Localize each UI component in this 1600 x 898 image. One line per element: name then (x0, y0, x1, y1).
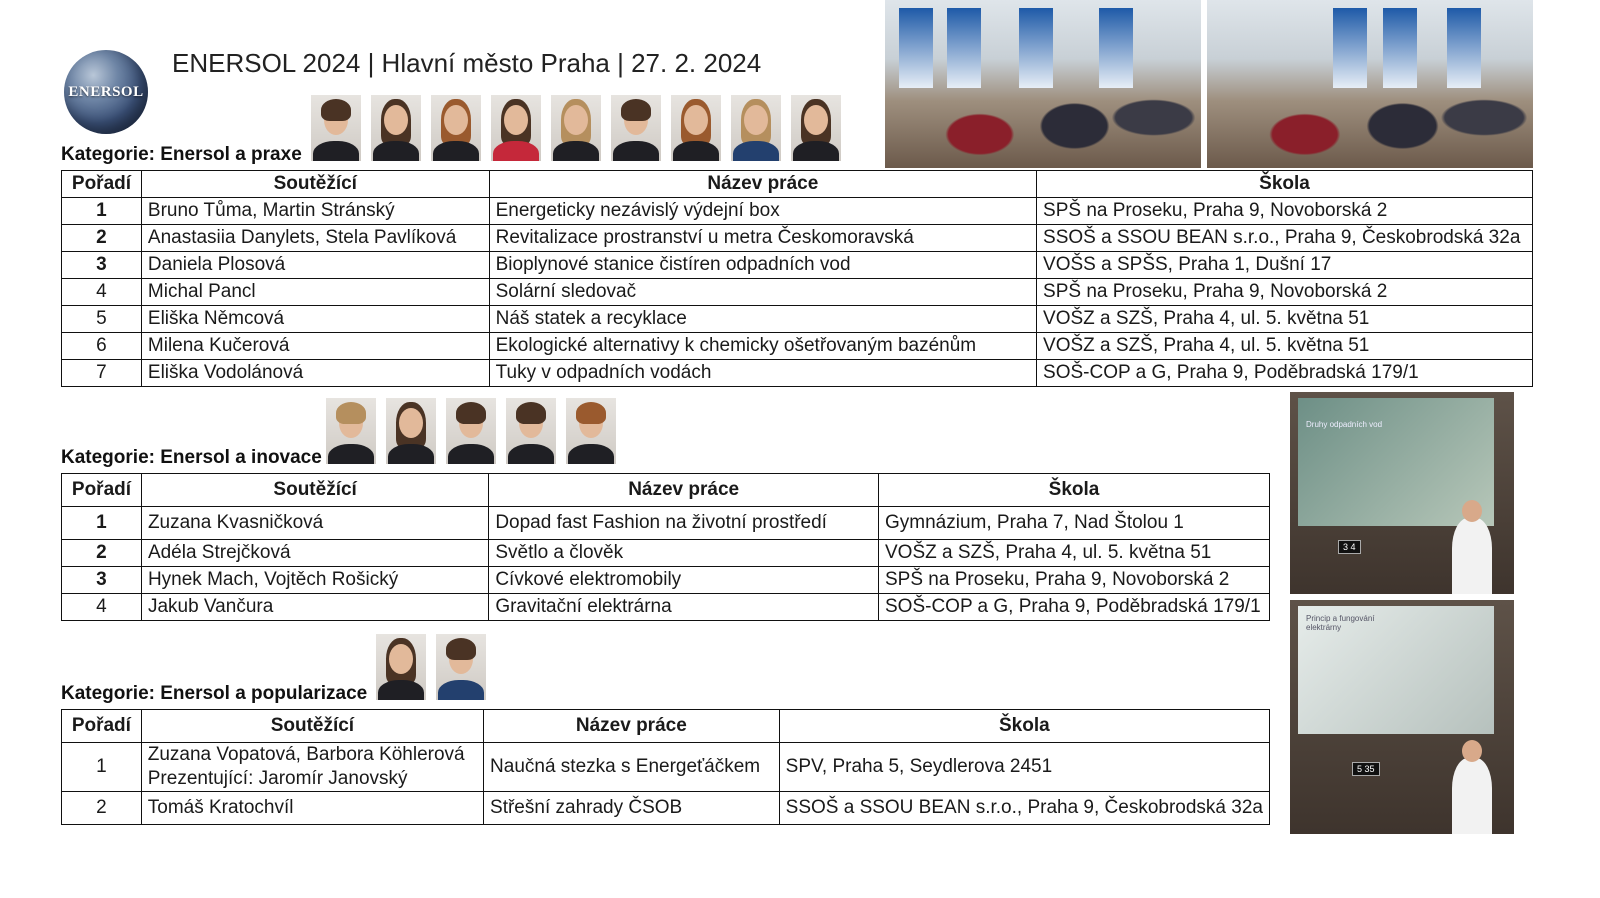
table-row (62, 743, 1270, 792)
presenter-name: Prezentující: Jaromír Janovský (147, 768, 408, 789)
table-header-row (62, 171, 1533, 198)
table-row (62, 567, 1270, 594)
portrait (371, 95, 421, 161)
category-title-inovace: Kategorie: Enersol a inovace (61, 447, 322, 468)
col-header-rank: Pořadí (62, 710, 142, 743)
rank-cell: 3 (62, 567, 142, 594)
competitor-cell: Anastasiia Danylets, Stela Pavlíková (141, 225, 489, 252)
competitor-cell: Zuzana Kvasničková (141, 507, 488, 540)
work-title-cell: Revitalizace prostranství u metra Českomoravská (489, 225, 1036, 252)
rank-cell: 1 (62, 198, 142, 225)
portrait (311, 95, 361, 161)
portrait (731, 95, 781, 161)
portrait (386, 398, 436, 464)
work-title-cell: Naučná stezka s Energeťáčkem (484, 743, 780, 792)
competitor-cell: Michal Pancl (141, 279, 489, 306)
work-title-cell: Solární sledovač (489, 279, 1036, 306)
timer-display-1: 3 4 (1338, 540, 1361, 554)
portrait (671, 95, 721, 161)
competitor-cell (141, 743, 483, 792)
category-title-praxe: Kategorie: Enersol a praxe (61, 144, 302, 165)
rank-cell: 2 (62, 225, 142, 252)
competitor-cell: Tomáš Kratochvíl (141, 792, 483, 825)
portrait (791, 95, 841, 161)
portrait (551, 95, 601, 161)
school-cell: VOŠS a SPŠS, Praha 1, Dušní 17 (1037, 252, 1533, 279)
portrait (611, 95, 661, 161)
col-header-work-title: Název práce (489, 474, 879, 507)
competitor-cell: Hynek Mach, Vojtěch Rošický (141, 567, 488, 594)
col-header-school: Škola (779, 710, 1269, 743)
table-header-row (62, 710, 1270, 743)
portraits-inovace (326, 398, 616, 464)
category-title-popularizace: Kategorie: Enersol a popularizace (61, 683, 368, 704)
work-title-cell: Bioplynové stanice čistíren odpadních vod (489, 252, 1036, 279)
competitor-cell: Jakub Vančura (141, 594, 488, 621)
results-table-popularizace (61, 709, 1270, 825)
school-cell: SOŠ-COP a G, Praha 9, Poděbradská 179/1 (1037, 360, 1533, 387)
rank-cell: 3 (62, 252, 142, 279)
portrait (431, 95, 481, 161)
table-header-row (62, 474, 1270, 507)
rank-cell: 1 (62, 507, 142, 540)
portrait (491, 95, 541, 161)
work-title-cell: Náš statek a recyklace (489, 306, 1036, 333)
rank-cell: 4 (62, 594, 142, 621)
school-cell: SPŠ na Proseku, Praha 9, Novoborská 2 (879, 567, 1270, 594)
portrait (376, 634, 426, 700)
event-photo-1 (885, 0, 1201, 168)
school-cell: SSOŠ a SSOU BEAN s.r.o., Praha 9, Českobrodská 32a (1037, 225, 1533, 252)
table-row (62, 594, 1270, 621)
table-row (62, 279, 1533, 306)
school-cell: VOŠZ a SZŠ, Praha 4, ul. 5. května 51 (879, 540, 1270, 567)
table-row (62, 360, 1533, 387)
school-cell: SPŠ na Proseku, Praha 9, Novoborská 2 (1037, 279, 1533, 306)
work-title-cell: Dopad fast Fashion na životní prostředí (489, 507, 879, 540)
school-cell: SSOŠ a SSOU BEAN s.r.o., Praha 9, Českobrodská 32a (779, 792, 1269, 825)
portrait (506, 398, 556, 464)
table-row (62, 540, 1270, 567)
school-cell: SPV, Praha 5, Seydlerova 2451 (779, 743, 1269, 792)
school-cell: VOŠZ a SZŠ, Praha 4, ul. 5. května 51 (1037, 306, 1533, 333)
work-title-cell: Gravitační elektrárna (489, 594, 879, 621)
table-row (62, 198, 1533, 225)
col-header-rank: Pořadí (62, 171, 142, 198)
rank-cell: 2 (62, 792, 142, 825)
table-row (62, 225, 1533, 252)
work-title-cell: Ekologické alternativy k chemicky ošetřovaným bazénům (489, 333, 1036, 360)
rank-cell: 5 (62, 306, 142, 333)
portrait (566, 398, 616, 464)
col-header-competitor: Soutěžící (141, 171, 489, 198)
work-title-cell: Střešní zahrady ČSOB (484, 792, 780, 825)
page-title: ENERSOL 2024 | Hlavní město Praha | 27. 2. 2024 (172, 48, 762, 78)
timer-display-2: 5 35 (1352, 762, 1380, 776)
school-cell: SPŠ na Proseku, Praha 9, Novoborská 2 (1037, 198, 1533, 225)
table-row (62, 252, 1533, 279)
presentation-photo-2 (1290, 600, 1514, 834)
rank-cell: 4 (62, 279, 142, 306)
enersol-logo (64, 50, 148, 134)
table-row (62, 306, 1533, 333)
portrait (446, 398, 496, 464)
portrait (326, 398, 376, 464)
competitor-cell: Milena Kučerová (141, 333, 489, 360)
col-header-school: Škola (1037, 171, 1533, 198)
competitor-cell: Daniela Plosová (141, 252, 489, 279)
col-header-rank: Pořadí (62, 474, 142, 507)
col-header-work-title: Název práce (484, 710, 780, 743)
competitor-cell: Eliška Němcová (141, 306, 489, 333)
competitor-cell: Eliška Vodolánová (141, 360, 489, 387)
portraits-praxe (311, 95, 841, 161)
school-cell: SOŠ-COP a G, Praha 9, Poděbradská 179/1 (879, 594, 1270, 621)
rank-cell: 1 (62, 743, 142, 792)
competitor-cell: Bruno Tůma, Martin Stránský (141, 198, 489, 225)
portrait (436, 634, 486, 700)
competitor-cell: Adéla Strejčková (141, 540, 488, 567)
rank-cell: 7 (62, 360, 142, 387)
slide-title-2: Princip a fungování elektrárny (1306, 614, 1375, 632)
event-photo-2 (1207, 0, 1533, 168)
work-title-cell: Tuky v odpadních vodách (489, 360, 1036, 387)
col-header-competitor: Soutěžící (141, 710, 483, 743)
work-title-cell: Světlo a člověk (489, 540, 879, 567)
presentation-photo-1 (1290, 392, 1514, 594)
rank-cell: 6 (62, 333, 142, 360)
col-header-work-title: Název práce (489, 171, 1036, 198)
school-cell: VOŠZ a SZŠ, Praha 4, ul. 5. května 51 (1037, 333, 1533, 360)
results-table-praxe (61, 170, 1533, 387)
school-cell: Gymnázium, Praha 7, Nad Štolou 1 (879, 507, 1270, 540)
competitor-names: Zuzana Vopatová, Barbora Köhlerová (147, 744, 465, 765)
work-title-cell: Cívkové elektromobily (489, 567, 879, 594)
col-header-competitor: Soutěžící (141, 474, 488, 507)
table-row (62, 792, 1270, 825)
slide-title-1: Druhy odpadních vod (1306, 420, 1383, 429)
rank-cell: 2 (62, 540, 142, 567)
col-header-school: Škola (879, 474, 1270, 507)
results-table-inovace (61, 473, 1270, 621)
table-row (62, 507, 1270, 540)
work-title-cell: Energeticky nezávislý výdejní box (489, 198, 1036, 225)
portraits-popularizace (376, 634, 486, 700)
logo-text: ENERSOL (68, 83, 144, 100)
table-row (62, 333, 1533, 360)
